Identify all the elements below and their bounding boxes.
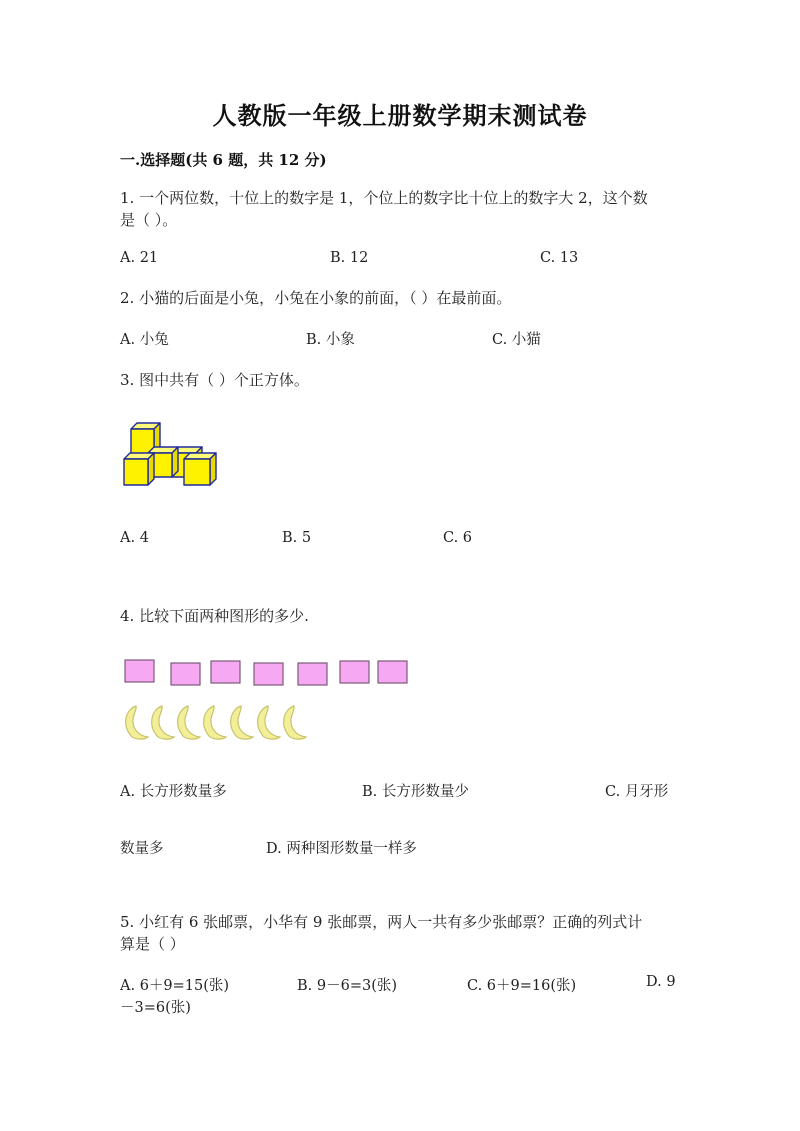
rectangle-3 [211, 661, 240, 683]
rectangle-4 [254, 663, 283, 685]
question-1-option-a[interactable]: A. 21 [120, 250, 159, 266]
question-5-text-line1: 5. 小红有 6 张邮票，小华有 9 张邮票，两人一共有多少张邮票？正确的列式计 [120, 913, 643, 931]
cube-bottom-left [124, 453, 154, 485]
question-3-option-b[interactable]: B. 5 [282, 530, 312, 546]
question-1-option-c[interactable]: C. 13 [540, 250, 579, 266]
rectangle-7 [378, 661, 407, 683]
question-2-option-a[interactable]: A. 小兔 [120, 332, 169, 348]
moon-3 [178, 706, 200, 739]
question-3-text: 3. 图中共有（ ）个正方体。 [120, 371, 309, 389]
question-2-option-b[interactable]: B. 小象 [306, 332, 355, 348]
cube-figure [120, 423, 222, 485]
moon-1 [126, 706, 148, 739]
question-5-option-d[interactable]: D. 9 [646, 974, 676, 990]
moon-7 [284, 706, 306, 739]
question-2-text: 2. 小猫的后面是小兔，小兔在小象的前面，（ ）在最前面。 [120, 289, 512, 307]
question-4-option-c[interactable]: C. 月牙形 [605, 784, 669, 800]
moon-6 [258, 706, 280, 739]
question-5-option-b[interactable]: B. 9－6=3(张) [297, 978, 398, 994]
rectangles-figure [122, 658, 412, 688]
question-1-text-line2: 是（ ）。 [120, 211, 178, 229]
question-5-option-d-continued: －3=6(张) [120, 1000, 191, 1016]
moon-4 [204, 706, 226, 739]
question-5-option-c[interactable]: C. 6＋9=16(张) [467, 978, 577, 994]
question-4-option-a[interactable]: A. 长方形数量多 [120, 784, 227, 800]
rectangle-6 [340, 661, 369, 683]
question-4-option-c-continued: 数量多 [120, 841, 164, 857]
question-4-option-d[interactable]: D. 两种图形数量一样多 [266, 841, 417, 857]
question-5-option-a[interactable]: A. 6＋9=15(张) [120, 978, 230, 994]
question-1-text-line1: 1. 一个两位数，十位上的数字是 1，个位上的数字比十位上的数字大 2，这个数 [120, 189, 648, 207]
moon-2 [152, 706, 174, 739]
question-1-option-b[interactable]: B. 12 [330, 250, 369, 266]
moon-5 [231, 706, 253, 739]
moons-figure [122, 704, 312, 740]
rectangle-2 [171, 663, 200, 685]
question-3-option-c[interactable]: C. 6 [443, 530, 473, 546]
question-2-option-c[interactable]: C. 小猫 [492, 332, 541, 348]
section-heading: 一.选择题(共 6 题，共 12 分) [120, 151, 327, 169]
question-3-option-a[interactable]: A. 4 [120, 530, 149, 546]
question-4-option-b[interactable]: B. 长方形数量少 [362, 784, 469, 800]
cube-front-right [184, 453, 216, 485]
cubes-group [124, 423, 216, 485]
page-title: 人教版一年级上册数学期末测试卷 [212, 101, 588, 130]
question-4-text: 4. 比较下面两种图形的多少. [120, 607, 309, 625]
rectangle-5 [298, 663, 327, 685]
question-5-text-line2: 算是（ ） [120, 935, 185, 953]
rectangle-1 [125, 660, 154, 682]
